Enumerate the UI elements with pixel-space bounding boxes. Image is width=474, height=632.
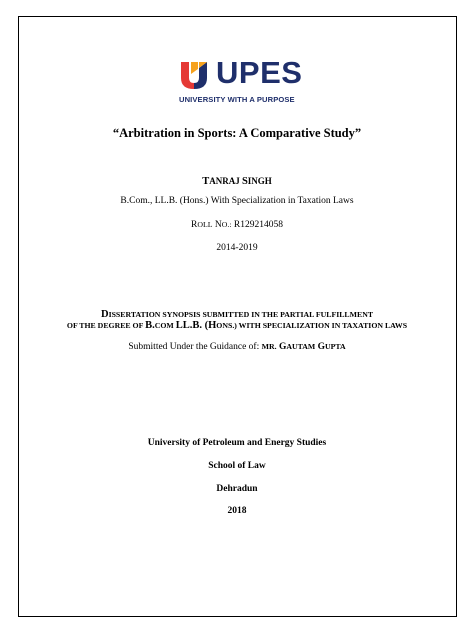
- author-last-rest: INGH: [247, 176, 272, 186]
- roll-no-rest: O.:: [221, 220, 232, 229]
- roll-label-rest: OLL: [197, 220, 213, 229]
- synopsis-initial: D: [100, 309, 109, 320]
- document-title: “Arbitration in Sports: A Comparative Study”: [112, 126, 362, 140]
- guidance-prefix: Submitted Under the Guidance of:: [128, 342, 260, 352]
- logo-tagline: UNIVERSITY WITH A PURPOSE: [179, 95, 295, 104]
- logo-wordmark: UPES: [216, 55, 303, 90]
- degree-line: B.Com., LL.B. (Hons.) With Specialization in Taxation Laws: [120, 196, 354, 206]
- synopsis-line-2-hons-rest: ONS.): [216, 321, 237, 330]
- guide-first-initial: G: [278, 342, 287, 352]
- author-name: [0, 176, 474, 187]
- author-first-initial: T: [202, 176, 210, 187]
- synopsis-line-1-text: ISSERTATION SYNOPSIS SUBMITTED IN THE PARTIAL FULFILLMENT: [108, 310, 374, 319]
- roll-label-initial: R: [191, 220, 198, 230]
- synopsis-line-2-hons-initial: H: [208, 320, 217, 331]
- synopsis-line-1: [0, 309, 474, 320]
- synopsis-line-2-bcom-initial: B.: [145, 320, 155, 331]
- synopsis-line-2-llb: LL.B. (: [175, 320, 209, 331]
- upes-logo: [178, 55, 303, 105]
- synopsis-line-2-part5: WITH SPECIALIZATION IN TAXATION LAWS: [238, 321, 408, 330]
- city-name: Dehradun: [216, 484, 258, 494]
- synopsis-line-2-part1: OF THE DEGREE OF: [66, 321, 144, 330]
- university-name: University of Petroleum and Energy Studies: [147, 438, 327, 448]
- upes-emblem-icon: [178, 58, 210, 90]
- roll-number: [0, 220, 474, 230]
- guidance-line: [0, 342, 474, 352]
- roll-no-initial: N: [214, 220, 222, 230]
- submission-year: 2018: [227, 506, 247, 516]
- synopsis-line-2-bcom-rest: COM: [154, 321, 174, 330]
- school-name: School of Law: [208, 461, 266, 471]
- author-first-rest: ANRAJ: [209, 176, 240, 186]
- synopsis-line-2: [0, 320, 474, 331]
- guide-first-rest: AUTAM: [286, 342, 316, 351]
- author-last-initial: S: [241, 176, 248, 187]
- roll-value: R129214058: [233, 220, 283, 230]
- guide-last-initial: G: [317, 342, 325, 352]
- guide-title: MR.: [261, 342, 277, 351]
- program-years: 2014-2019: [216, 243, 258, 253]
- guide-last-rest: UPTA: [324, 342, 346, 351]
